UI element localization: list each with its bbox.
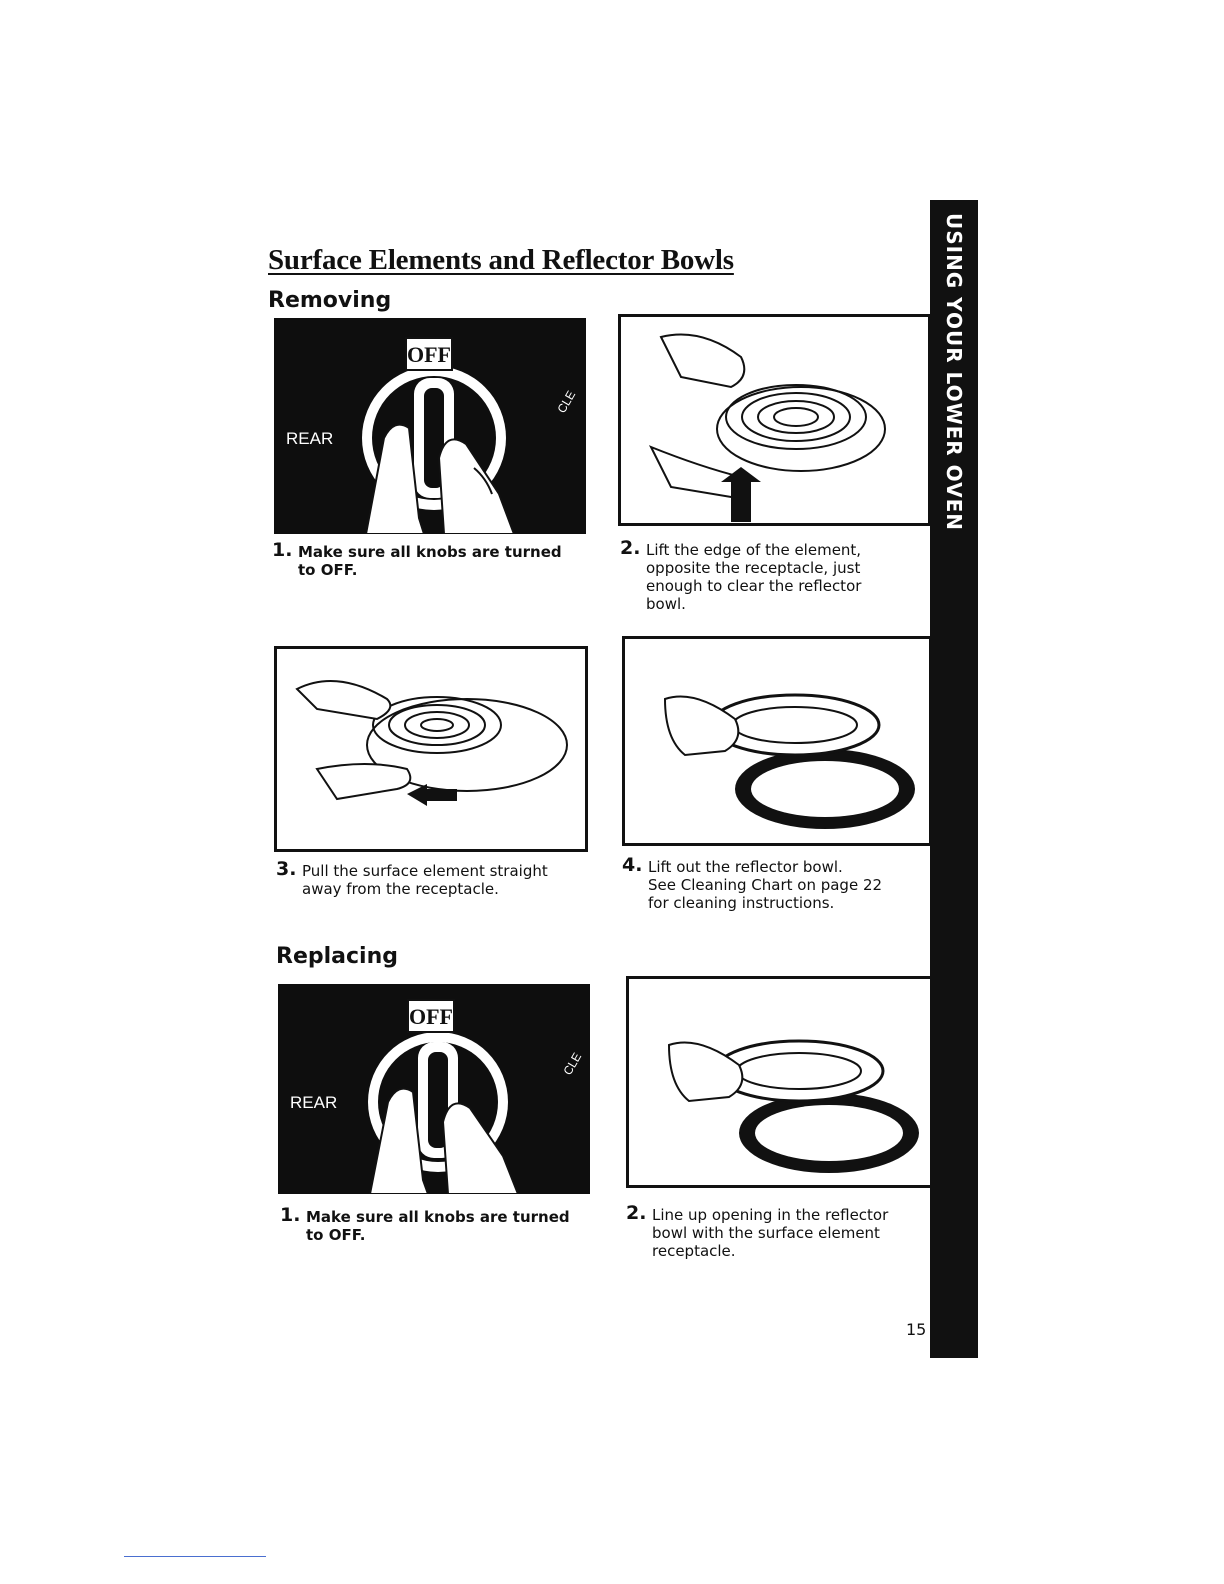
- step-number: 3.: [276, 858, 297, 880]
- step-text: [306, 1208, 570, 1244]
- step-text: [302, 862, 548, 898]
- step-line: Lift the edge of the element,: [646, 541, 862, 559]
- step-line: to OFF.: [298, 561, 358, 579]
- knob-hands-drawing: [278, 984, 590, 1194]
- step-line: to OFF.: [306, 1226, 366, 1244]
- step-line: Make sure all knobs are turned: [298, 543, 562, 561]
- step-number: 2.: [620, 537, 641, 559]
- step-text: [648, 858, 882, 912]
- pull-element-illustration: [274, 646, 588, 852]
- step-line: See Cleaning Chart on page 22: [648, 876, 883, 894]
- footer-rule: [124, 1556, 266, 1557]
- lift-element-drawing: [621, 317, 928, 523]
- knob-off-illustration: [274, 318, 586, 534]
- step-text: [298, 543, 562, 579]
- step-line: bowl with the surface element: [652, 1224, 880, 1242]
- step-line: opposite the receptacle, just: [646, 559, 861, 577]
- step-number: 1.: [272, 539, 293, 561]
- step-number: 4.: [622, 854, 643, 876]
- step-line: Make sure all knobs are turned: [306, 1208, 570, 1226]
- section-heading-removing: Removing: [268, 288, 392, 313]
- lineup-bowl-drawing: [629, 979, 933, 1185]
- knob-off-illustration-replacing: [278, 984, 590, 1194]
- step-text: [646, 541, 861, 613]
- page-title: Surface Elements and Reflector Bowls: [268, 244, 734, 276]
- step-number: 1.: [280, 1204, 301, 1226]
- off-label-text: OFF: [409, 1004, 453, 1029]
- rear-label-text: REAR: [290, 1093, 338, 1112]
- knob-hands-drawing: [274, 318, 586, 534]
- step-line: Pull the surface element straight: [302, 862, 548, 880]
- step-line: away from the receptacle.: [302, 880, 499, 898]
- step-number: 2.: [626, 1202, 647, 1224]
- step-text: [652, 1206, 888, 1260]
- step-line: for cleaning instructions.: [648, 894, 835, 912]
- section-heading-replacing: Replacing: [276, 944, 398, 969]
- step-line: enough to clear the reflector: [646, 577, 862, 595]
- pull-element-drawing: [277, 649, 585, 849]
- step-line: Lift out the reflector bowl.: [648, 858, 843, 876]
- step-line: bowl.: [646, 595, 686, 613]
- side-tab-label: USING YOUR LOWER OVEN: [942, 212, 966, 532]
- step-line: Line up opening in the reflector: [652, 1206, 889, 1224]
- rear-label-text: REAR: [286, 429, 334, 448]
- page-number: 15: [906, 1320, 927, 1339]
- lineup-bowl-illustration: [626, 976, 936, 1188]
- step-line: receptacle.: [652, 1242, 736, 1260]
- lift-bowl-illustration: [622, 636, 932, 846]
- off-label-text: OFF: [407, 342, 451, 367]
- lift-element-illustration: [618, 314, 931, 526]
- partial-label-text: CLE: [560, 1050, 585, 1078]
- lift-bowl-drawing: [625, 639, 929, 843]
- partial-label-text: CLE: [554, 388, 579, 416]
